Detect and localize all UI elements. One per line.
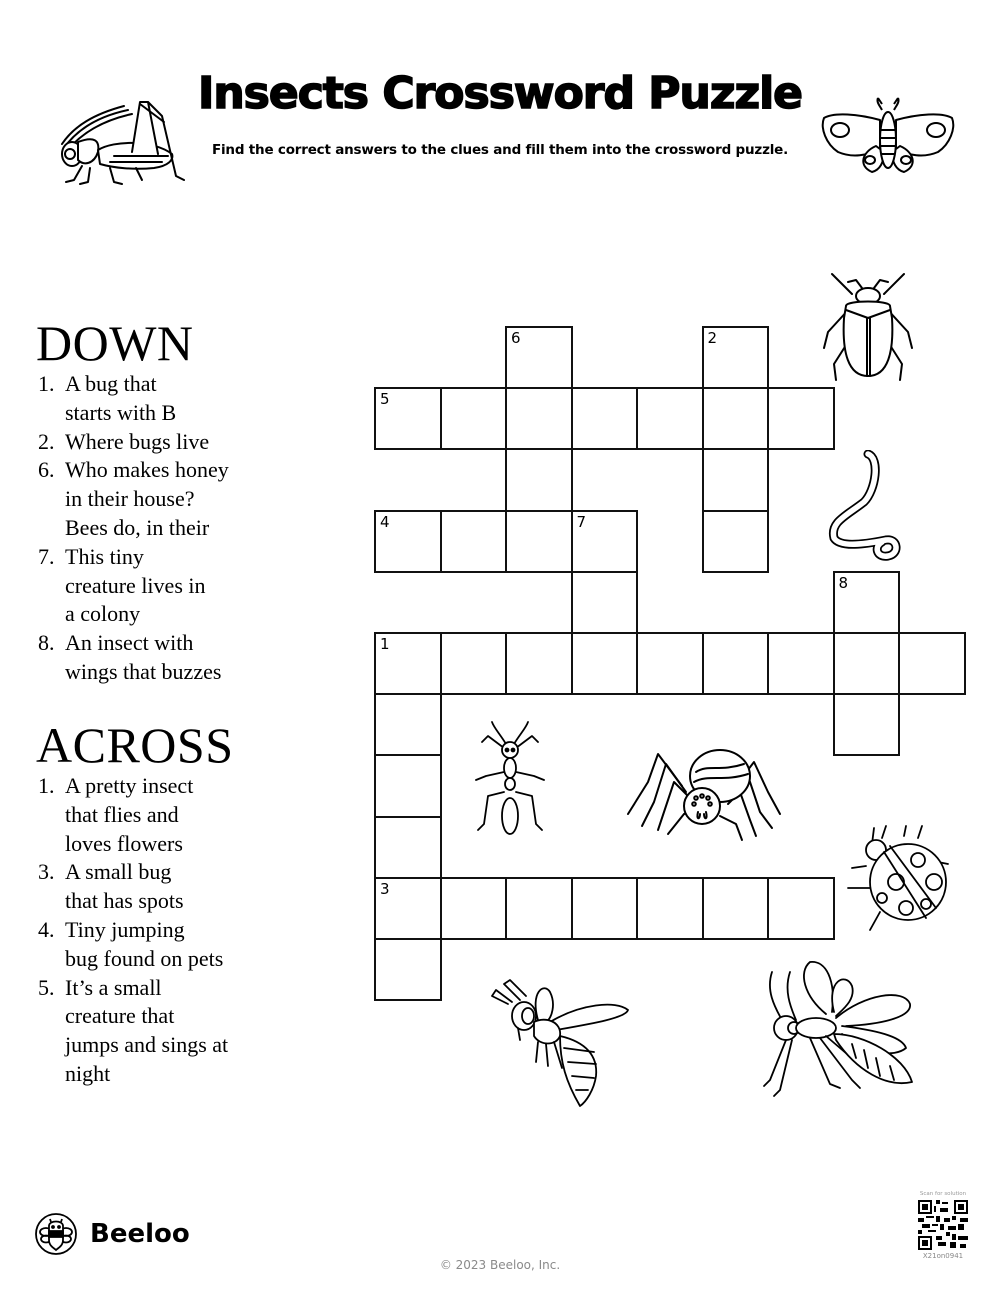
down-heading: DOWN <box>36 315 194 371</box>
crossword-cell[interactable] <box>440 387 508 450</box>
crossword-cell[interactable] <box>898 632 966 695</box>
cell-number: 1 <box>380 635 390 653</box>
clue-number: 4. <box>38 916 55 942</box>
crossword-cell[interactable] <box>505 877 573 940</box>
down-clue-list <box>38 370 268 687</box>
crossword-cell[interactable] <box>702 387 770 450</box>
beetle-icon <box>822 272 914 384</box>
crossword-cell[interactable] <box>702 877 770 940</box>
clue-text: It’s a small creature that jumps and sings at night <box>65 974 229 1086</box>
spider-icon <box>624 742 788 842</box>
crossword-cell[interactable] <box>505 632 573 695</box>
instructions: Find the correct answers to the clues and fill them into the crossword puzzle. <box>211 142 789 158</box>
crossword-cell[interactable] <box>702 632 770 695</box>
crossword-cell[interactable] <box>767 877 835 940</box>
down-clue <box>38 428 268 457</box>
down-clue <box>38 370 268 428</box>
crossword-cell[interactable] <box>702 448 770 511</box>
crossword-cell[interactable] <box>571 387 639 450</box>
down-clue <box>38 629 268 687</box>
page-title: Insects Crossword Puzzle <box>197 68 803 119</box>
crossword-cell[interactable] <box>374 877 442 940</box>
crossword-cell[interactable] <box>767 632 835 695</box>
clue-number: 6. <box>38 457 55 483</box>
crossword-cell[interactable] <box>440 632 508 695</box>
down-clue <box>38 543 268 629</box>
copyright: © 2023 Beeloo, Inc. <box>439 1258 561 1272</box>
clue-text: Where bugs live <box>65 428 210 454</box>
crossword-cell[interactable] <box>505 326 573 389</box>
across-clue <box>38 858 268 916</box>
crossword-cell[interactable] <box>702 326 770 389</box>
crossword-cell[interactable] <box>374 938 442 1001</box>
clue-number: 1. <box>38 773 55 798</box>
clue-number: 2. <box>38 428 55 454</box>
worm-icon <box>826 450 908 562</box>
across-clue <box>38 974 268 1089</box>
crossword-cell[interactable] <box>374 816 442 879</box>
solution-qr[interactable] <box>912 1190 974 1260</box>
crossword-cell[interactable] <box>833 571 901 634</box>
down-clue <box>38 456 268 542</box>
clue-number: 1. <box>38 371 55 396</box>
crossword-cell[interactable] <box>374 632 442 695</box>
crossword-cell[interactable] <box>505 510 573 573</box>
crossword-cell[interactable] <box>374 387 442 450</box>
clue-number: 7. <box>38 543 55 569</box>
crossword-cell[interactable] <box>636 632 704 695</box>
crossword-cell[interactable] <box>505 387 573 450</box>
crossword-cell[interactable] <box>636 877 704 940</box>
clue-text: Who makes honey in their house? Bees do, in their <box>65 457 229 540</box>
crossword-cell[interactable] <box>374 754 442 817</box>
brand <box>34 1212 190 1256</box>
bee-logo-icon <box>34 1212 78 1256</box>
cell-number: 7 <box>576 512 587 531</box>
crossword-cell[interactable] <box>374 693 442 756</box>
cell-number: 6 <box>511 329 521 347</box>
clue-text: Tiny jumping bug found on pets <box>65 916 224 971</box>
clue-text: A pretty insect that flies and loves flowers <box>65 773 194 856</box>
across-clue-list <box>38 772 268 1089</box>
cell-number: 8 <box>838 573 849 592</box>
across-clue <box>38 916 268 974</box>
crossword-cell[interactable] <box>374 510 442 573</box>
clue-number: 5. <box>38 974 55 1000</box>
crossword-cell[interactable] <box>571 571 639 634</box>
cell-number: 5 <box>380 390 390 409</box>
crossword-cell[interactable] <box>833 632 901 695</box>
clue-text: An insect with wings that buzzes <box>65 630 222 684</box>
brand-name: Beeloo <box>90 1219 190 1249</box>
clue-text: This tiny creature lives in a colony <box>65 543 206 627</box>
cell-number: 2 <box>707 329 718 347</box>
cricket-icon <box>44 96 190 190</box>
crossword-cell[interactable] <box>440 877 508 940</box>
crossword-cell[interactable] <box>702 510 770 573</box>
qr-code-icon[interactable] <box>918 1200 968 1250</box>
crossword-cell[interactable] <box>833 693 901 756</box>
crossword-cell[interactable] <box>571 510 639 573</box>
crossword-cell[interactable] <box>440 510 508 573</box>
cell-number: 4 <box>380 512 390 531</box>
cell-number: 3 <box>380 879 390 898</box>
wasp-icon <box>490 972 630 1108</box>
ant-icon <box>474 720 546 842</box>
qr-id: X21on0941 <box>922 1252 964 1260</box>
mosquito-icon <box>756 960 916 1104</box>
clue-text: A bug that starts with B <box>65 371 177 425</box>
clue-text: A small bug that has spots <box>65 859 184 914</box>
crossword-cell[interactable] <box>571 632 639 695</box>
across-clue <box>38 772 268 858</box>
qr-caption: Scan for solution <box>919 1191 967 1197</box>
crossword-cell[interactable] <box>767 387 835 450</box>
across-heading: ACROSS <box>36 717 234 773</box>
moth-icon <box>818 96 958 176</box>
clue-number: 3. <box>38 859 55 885</box>
clue-number: 8. <box>38 630 55 656</box>
crossword-cell[interactable] <box>571 877 639 940</box>
crossword-cell[interactable] <box>636 387 704 450</box>
ladybug-icon <box>846 824 954 936</box>
crossword-cell[interactable] <box>505 448 573 511</box>
